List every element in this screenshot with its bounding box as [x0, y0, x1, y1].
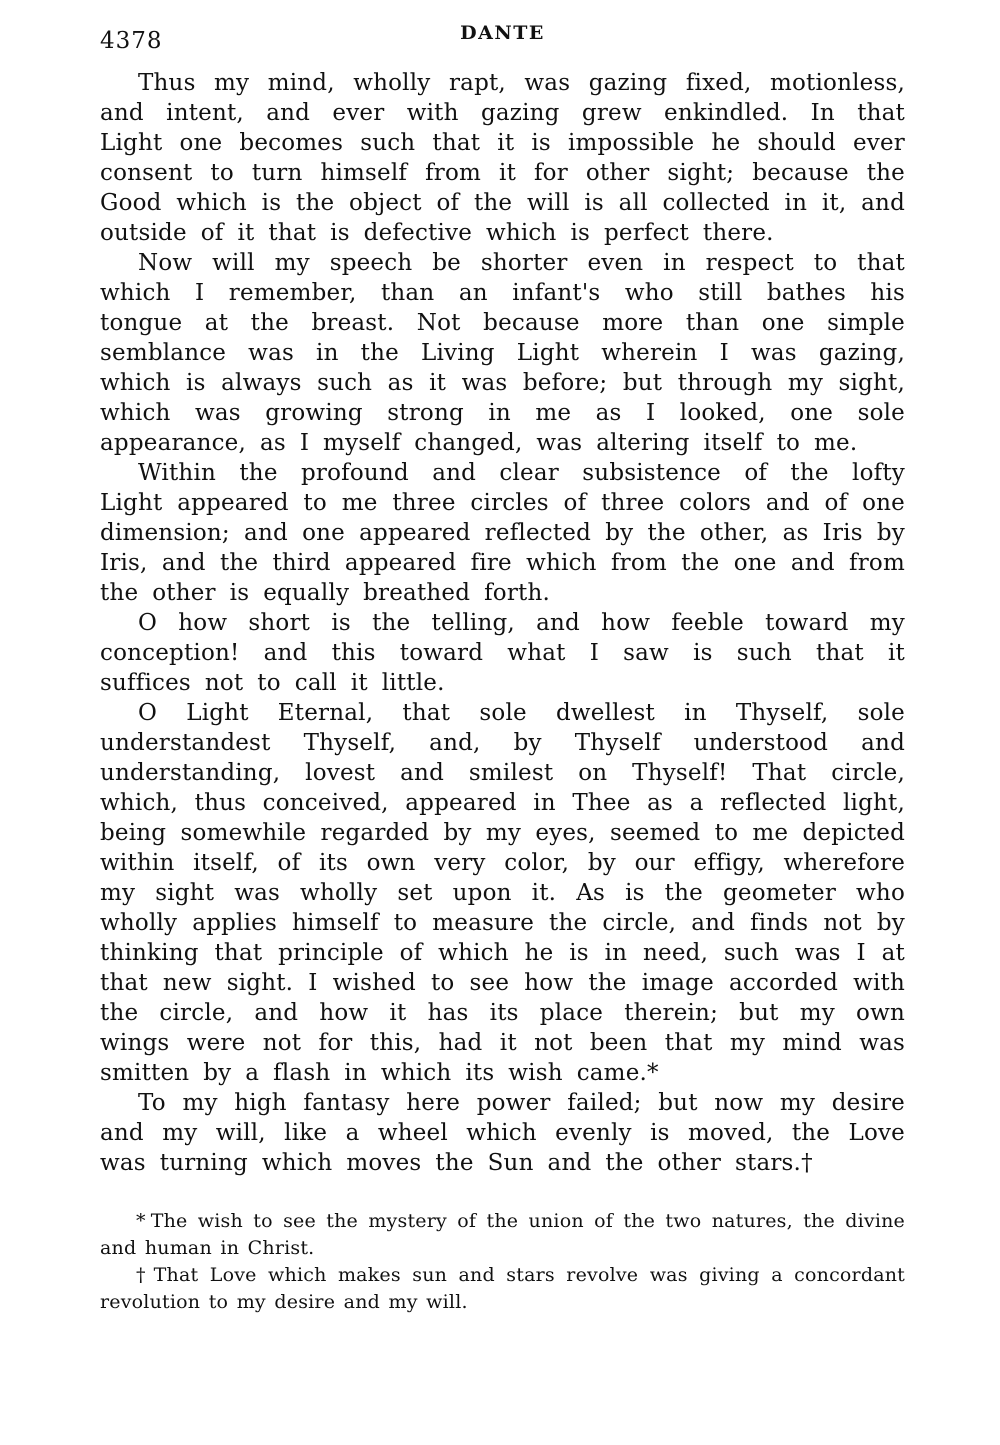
- paragraph-6: To my high fantasy here power failed; but now my desire and my will, like a wheel which evenly is moved, the Love was turning which moves the Sun and the other stars.†: [100, 1090, 905, 1176]
- footnote-text-1: The wish to see the mystery of the union of the two natures, the divine and human in Christ.: [100, 1210, 905, 1259]
- paragraph-2: Now will my speech be shorter even in respect to that which I remember, than an infant's who still bathes his tongue at the breast. Not because more than one simple semblance was in the Living Light wherein I was gazing, which is always such as it was before; but through my sight, which was growing strong in me as I looked, one sole appearance, as I myself changed, was altering itself to me.: [100, 250, 905, 456]
- paragraph-1: Thus my mind, wholly rapt, was gazing fixed, motionless, and intent, and ever with gazing grew enkindled. In that Light one becomes such that it is impossible he should ever consent to turn himself from it for other sight; because the Good which is the object of the will is all collected in it, and outside of it that is defective which is perfect there.: [100, 70, 905, 246]
- footnote-marker-asterisk: *: [136, 1210, 146, 1232]
- paragraph-5: O Light Eternal, that sole dwellest in Thyself, sole understandest Thyself, and, by Thyself understood and understanding, lovest and smilest on Thyself! That circle, which, thus conceived, appeared in Thee as a reflected light, being somewhile regarded by my eyes, seemed to me depicted within itself, of its own very color, by our effigy, wherefore my sight was wholly set upon it. As is the geometer who wholly applies himself to measure the circle, and finds not by thinking that principle of which he is in need, such was I at that new sight. I wished to see how the image accorded with the circle, and how it has its place therein; but my own wings were not for this, had it not been that my mind was smitten by a flash in which its wish came.*: [100, 700, 905, 1086]
- page-number: 4378: [100, 28, 163, 54]
- footnote-text-2: That Love which makes sun and stars revolve was giving a concordant revolution to my desire and my will.: [100, 1264, 906, 1313]
- paragraph-3: Within the profound and clear subsistence of the lofty Light appeared to me three circles of three colors and of one dimension; and one appeared reflected by the other, as Iris by Iris, and the third appeared fire which from the one and from the other is equally breathed forth.: [100, 460, 905, 606]
- footnotes: [100, 1208, 905, 1316]
- footnote-marker-dagger: †: [136, 1264, 149, 1286]
- header-title: DANTE: [460, 22, 545, 44]
- running-head: [100, 22, 905, 56]
- paragraph-4: O how short is the telling, and how feeble toward my conception! and this toward what I saw is such that it suffices not to call it little.: [100, 610, 905, 696]
- footnote-1: [100, 1208, 905, 1262]
- footnote-2: [100, 1262, 905, 1316]
- body-text: [100, 68, 905, 1178]
